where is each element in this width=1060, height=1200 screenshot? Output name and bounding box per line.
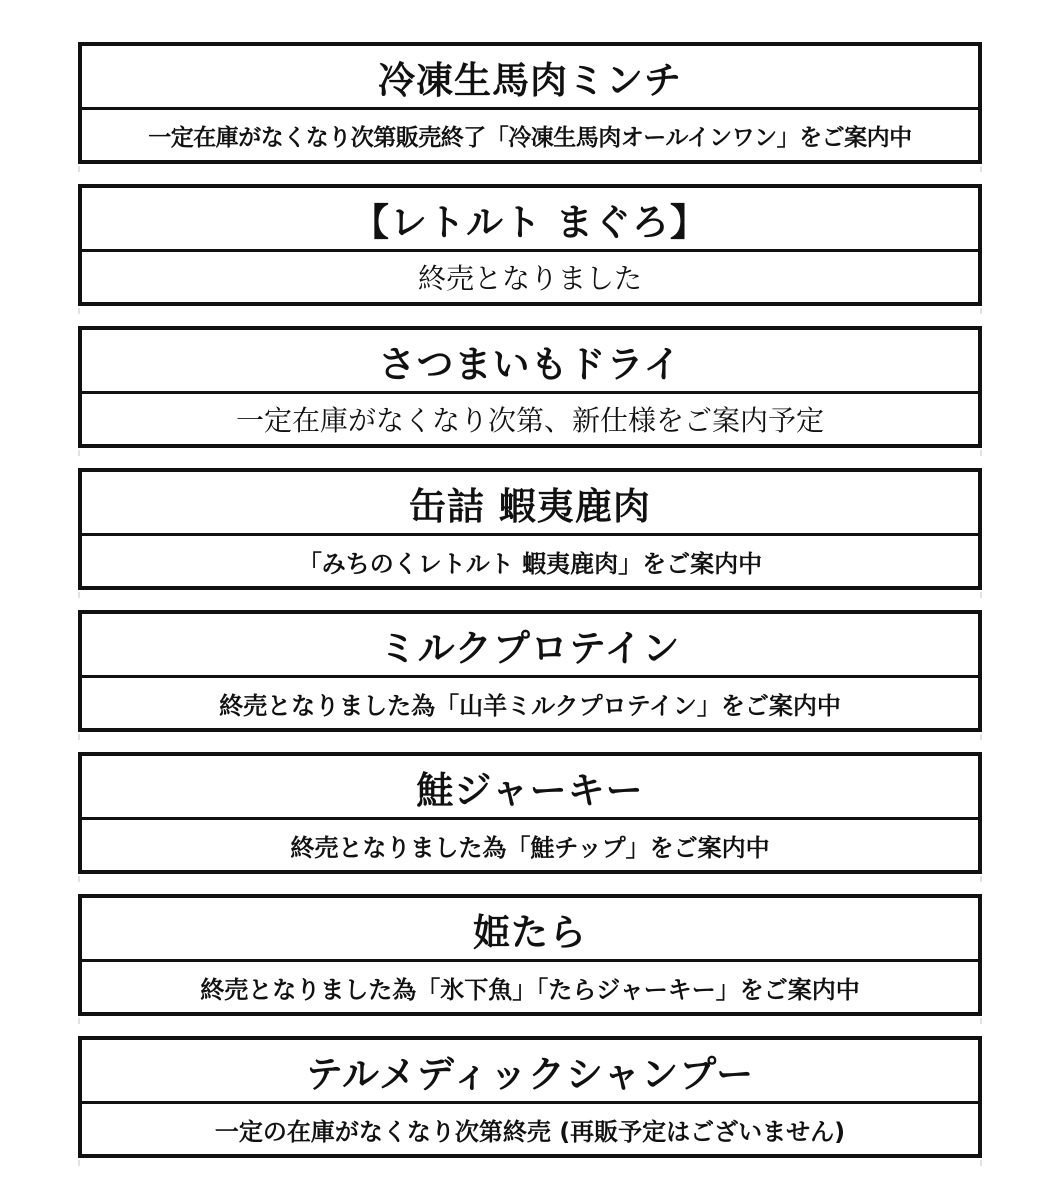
product-notice-card (78, 42, 982, 164)
product-title: 【レトルト まぐろ】 (82, 188, 978, 252)
product-title: 鮭ジャーキー (82, 756, 978, 820)
product-notice-card (78, 752, 982, 874)
product-notice-card (78, 184, 982, 306)
product-title: 冷凍生馬肉ミンチ (82, 46, 978, 110)
product-status-note: 終売となりました (417, 262, 642, 295)
product-title: テルメディックシャンプー (82, 1040, 978, 1104)
product-status-note: 「みちのくレトルト 蝦夷鹿肉」をご案内中 (297, 549, 763, 578)
product-title: 缶詰 蝦夷鹿肉 (82, 472, 978, 536)
product-notice-card (78, 1036, 982, 1158)
product-notice-card (78, 610, 982, 732)
product-title: ミルクプロテイン (82, 614, 978, 678)
product-status-note: 終売となりました為「氷下魚」「たらジャーキー」をご案内中 (200, 975, 860, 1004)
product-notice-card (78, 326, 982, 448)
product-title: 姫たら (82, 898, 978, 962)
product-notice-card (78, 468, 982, 590)
product-notice-card (78, 894, 982, 1016)
product-status-note: 一定在庫がなくなり次第、新仕様をご案内予定 (235, 404, 824, 437)
product-status-note: 終売となりました為「鮭チップ」をご案内中 (290, 833, 770, 862)
product-status-note: 終売となりました為「山羊ミルクプロテイン」をご案内中 (219, 691, 841, 720)
product-notice-list (78, 42, 982, 1178)
product-status-note: 一定の在庫がなくなり次第終売 (再販予定はございません) (214, 1117, 846, 1146)
product-title: さつまいもドライ (82, 330, 978, 394)
product-status-note: 一定在庫がなくなり次第販売終了「冷凍生馬肉オールインワン」をご案内中 (148, 124, 912, 151)
